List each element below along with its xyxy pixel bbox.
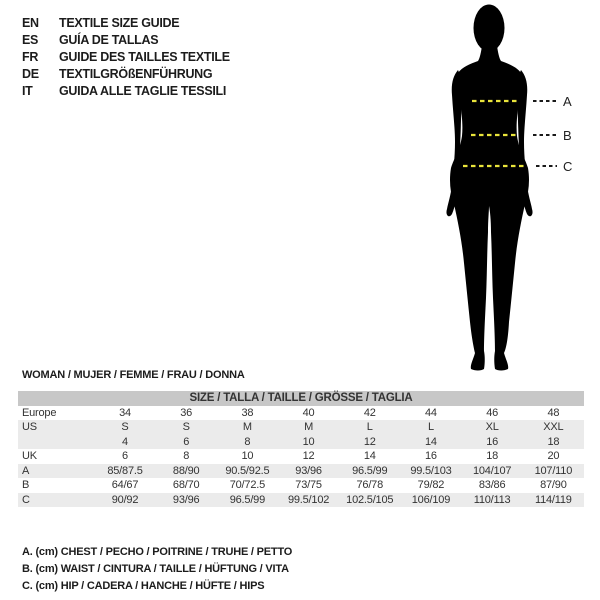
woman-silhouette-figure	[433, 0, 600, 378]
size-cell: L	[366, 421, 373, 434]
language-label: TEXTILE SIZE GUIDE	[59, 15, 180, 30]
size-cell: 107/110	[534, 464, 573, 477]
size-cell: 18	[547, 435, 560, 448]
row-label	[18, 435, 94, 450]
size-cell: 48	[547, 406, 560, 419]
table-header-row	[18, 391, 584, 406]
size-cell: 12	[363, 435, 376, 448]
row-label: B	[22, 479, 30, 492]
size-cell: 20	[547, 450, 560, 463]
size-cell: 79/82	[417, 479, 445, 492]
row-label: C	[22, 493, 30, 506]
size-cell: M	[242, 421, 252, 434]
row-label: UK	[22, 450, 37, 463]
size-cell: 10	[241, 450, 254, 463]
measurement-legend	[22, 543, 292, 594]
size-cell: 90/92	[111, 493, 139, 506]
size-cell: 6	[183, 435, 190, 448]
size-cell: 99.5/103	[410, 464, 452, 477]
language-label: TEXTILGRÖßENFÜHRUNG	[59, 66, 213, 81]
language-row-en	[22, 14, 230, 31]
size-cell: 4	[122, 435, 128, 448]
size-table	[18, 391, 584, 507]
language-code: FR	[22, 49, 39, 64]
table-row	[18, 478, 584, 493]
size-cell: 114/119	[534, 493, 572, 506]
size-cell: 102.5/105	[346, 493, 394, 506]
size-cell: XL	[485, 421, 499, 434]
size-cell: M	[304, 421, 314, 434]
language-code: EN	[22, 15, 39, 30]
size-cell: XXL	[543, 421, 564, 434]
size-cell: 12	[302, 450, 315, 463]
table-row	[18, 420, 584, 435]
table-row	[18, 406, 584, 421]
size-cell: 34	[119, 406, 131, 419]
legend-hip: C. (cm) HIP / CADERA / HANCHE / HÜFTE / HIPS	[22, 579, 265, 592]
waist-marker-label: B	[563, 128, 572, 143]
row-label: Europe	[22, 406, 57, 419]
size-cell: 106/109	[411, 493, 451, 506]
chest-marker-label: A	[563, 94, 572, 109]
row-label: A	[22, 464, 30, 477]
size-cell: 70/72.5	[229, 479, 266, 492]
size-cell: 96.5/99	[352, 464, 388, 477]
size-cell: 64/67	[111, 479, 139, 492]
table-row	[18, 464, 584, 479]
language-row-de	[22, 65, 230, 82]
language-row-es	[22, 31, 230, 48]
size-table-body	[18, 406, 584, 508]
size-cell: 38	[241, 406, 254, 419]
table-row	[18, 435, 584, 450]
legend-waist: B. (cm) WAIST / CINTURA / TAILLE / HÜFTUNG / VITA	[22, 562, 289, 575]
size-cell: 46	[486, 406, 499, 419]
silhouette-head	[474, 5, 505, 52]
size-cell: S	[121, 421, 129, 434]
size-cell: 83/86	[478, 479, 506, 492]
language-label: GUÍA DE TALLAS	[59, 32, 159, 47]
size-cell: 96.5/99	[229, 493, 266, 506]
gender-line: WOMAN / MUJER / FEMME / FRAU / DONNA	[22, 369, 245, 381]
hip-marker-label: C	[563, 159, 573, 174]
size-cell: 10	[302, 435, 315, 448]
size-cell: L	[427, 421, 434, 434]
size-cell: 6	[122, 450, 128, 463]
table-row	[18, 493, 584, 508]
size-cell: 99.5/102	[287, 493, 330, 506]
size-cell: 16	[486, 435, 499, 448]
table-header-label: SIZE / TALLA / TAILLE / GRÖSSE / TAGLIA	[18, 391, 584, 406]
size-cell: 40	[302, 406, 315, 419]
size-cell: 76/78	[356, 479, 384, 492]
size-cell: 44	[425, 406, 437, 419]
size-cell: 14	[425, 435, 437, 448]
size-cell: 104/107	[472, 464, 512, 477]
size-cell: 16	[425, 450, 437, 463]
language-code: ES	[22, 32, 39, 47]
size-cell: 73/75	[295, 479, 322, 492]
size-cell: 36	[180, 406, 193, 419]
size-cell: 8	[183, 450, 190, 463]
language-label: GUIDA ALLE TAGLIE TESSILI	[59, 83, 227, 98]
size-cell: 42	[363, 406, 376, 419]
size-cell: 87/90	[540, 479, 567, 492]
size-cell: 18	[486, 450, 499, 463]
size-cell: 8	[244, 435, 251, 448]
language-row-it	[22, 82, 230, 99]
language-label: GUIDE DES TAILLES TEXTILE	[59, 49, 230, 64]
size-cell: 90.5/92.5	[225, 464, 270, 477]
size-cell: S	[182, 421, 190, 434]
size-cell: 93/96	[295, 464, 322, 477]
row-label: US	[22, 421, 37, 434]
size-cell: 85/87.5	[107, 464, 143, 477]
size-cell: 68/70	[172, 479, 200, 492]
language-code: IT	[22, 83, 33, 98]
language-row-fr	[22, 48, 230, 65]
legend-chest: A. (cm) CHEST / PECHO / POITRINE / TRUHE / PETTO	[22, 545, 293, 558]
size-cell: 110/113	[473, 493, 511, 506]
size-cell: 93/96	[172, 493, 200, 506]
size-cell: 88/90	[172, 464, 200, 477]
table-row	[18, 449, 584, 464]
language-title-block	[22, 14, 230, 99]
language-code: DE	[22, 66, 39, 81]
size-cell: 14	[363, 450, 376, 463]
